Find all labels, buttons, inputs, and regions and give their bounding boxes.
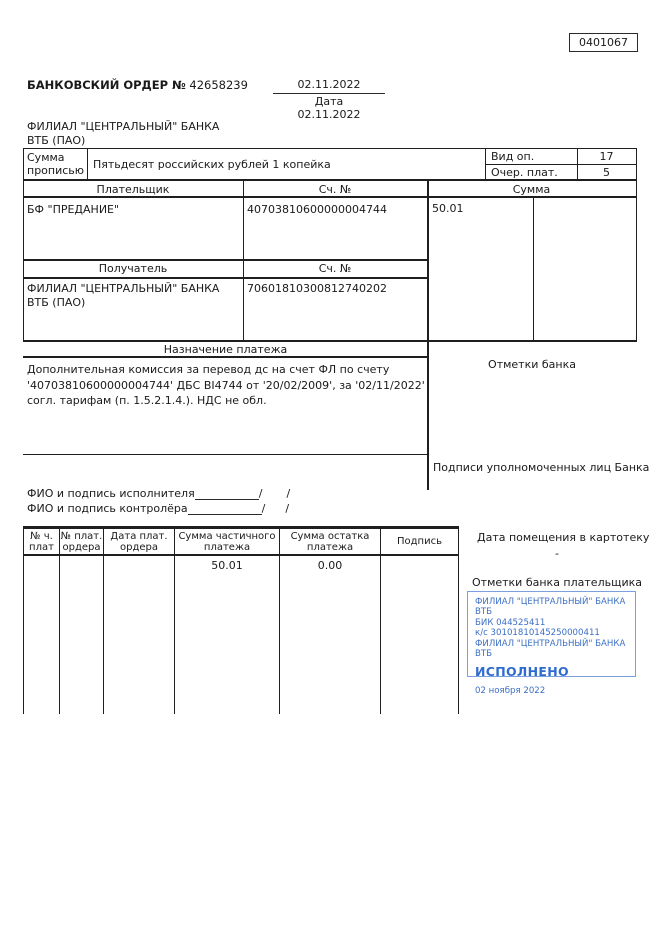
column-header-remaining-sum: Сумма остатка платежа <box>290 530 370 553</box>
priority-value: 5 <box>603 166 610 179</box>
issuing-bank-name: ФИЛИАЛ "ЦЕНТРАЛЬНЫЙ" БАНКА ВТБ (ПАО) <box>27 120 220 147</box>
payer-bank-marks-label: Отметки банка плательщика <box>472 576 642 589</box>
grid-line <box>458 526 459 714</box>
partial-sum-value: 50.01 <box>211 559 243 572</box>
form-code-box <box>569 33 638 52</box>
form-code: 0401067 <box>579 36 628 49</box>
column-header-order-date: Дата плат. ордера <box>110 530 168 553</box>
payee-name: ФИЛИАЛ "ЦЕНТРАЛЬНЫЙ" БАНКА ВТБ (ПАО) <box>27 282 220 309</box>
bank-marks-header: Отметки банка <box>488 358 576 371</box>
card-index-value: - <box>555 547 559 560</box>
executor-signature-row <box>27 487 290 500</box>
sum-column-header: Сумма <box>512 183 551 196</box>
column-header-partial-sum: Сумма частичного платежа <box>178 530 276 553</box>
grid-line <box>23 179 637 181</box>
payee-account-header: Сч. № <box>318 262 352 275</box>
grid-line <box>23 340 637 342</box>
slash-mark: / <box>261 502 266 515</box>
grid-line <box>427 179 429 490</box>
slash-mark: / <box>258 487 263 500</box>
column-header-order-number: № плат. ордера <box>60 530 103 553</box>
controller-signature-row <box>27 502 289 515</box>
grid-line <box>533 197 534 341</box>
stamp-bank-name: ФИЛИАЛ "ЦЕНТРАЛЬНЫЙ" БАНКА ВТБ <box>475 597 626 618</box>
grid-line <box>87 148 88 181</box>
payee-header: Получатель <box>98 262 168 275</box>
document-title <box>27 79 248 92</box>
priority-label: Очер. плат. <box>491 166 558 179</box>
grid-line <box>243 179 244 341</box>
signature-gap <box>265 504 285 515</box>
grid-line <box>23 196 637 198</box>
card-index-label: Дата помещения в картотеку <box>477 531 650 544</box>
signature-gap <box>262 489 286 500</box>
signature-line <box>195 488 259 500</box>
payer-name: БФ "ПРЕДАНИЕ" <box>27 203 120 216</box>
column-header-signature: Подпись <box>397 536 442 548</box>
grid-line <box>636 148 637 342</box>
date-block <box>273 78 385 121</box>
stamp-bank-name: ФИЛИАЛ "ЦЕНТРАЛЬНЫЙ" БАНКА ВТБ <box>475 638 626 660</box>
grid-line <box>485 164 637 165</box>
purpose-header: Назначение платежа <box>163 343 288 356</box>
bank-signatures-header: Подписи уполномоченных лиц Банка <box>433 461 650 474</box>
slash-mark: / <box>286 487 291 500</box>
payer-account-header: Сч. № <box>318 183 352 196</box>
grid-line <box>23 148 637 149</box>
stamp-status: ИСПОЛНЕНО <box>475 664 569 680</box>
grid-line <box>23 454 428 455</box>
date-bottom: 02.11.2022 <box>297 108 361 121</box>
payer-account: 40703810600000004744 <box>247 203 387 216</box>
grid-line <box>23 356 428 358</box>
signature-line <box>188 503 262 515</box>
date-label: Дата <box>314 95 344 108</box>
grid-line <box>23 259 428 261</box>
column-header-partial-number: № ч. плат <box>29 530 54 553</box>
op-kind-label: Вид оп. <box>491 150 535 163</box>
stamp-bik: БИК 044525411 <box>475 617 546 628</box>
purpose-text: Дополнительная комиссия за перевод дс на счет ФЛ по счету '40703810600000004744' ДБС ВI4744 от '20/02/2009', за '02/11/2022' согл. тарифам (п. 1.5.2.1.4.). НДС не обл. <box>27 363 425 407</box>
remaining-sum-value: 0.00 <box>317 559 343 572</box>
stamp-corr-account: к/с 30101810145250000411 <box>475 628 600 639</box>
date-top: 02.11.2022 <box>273 78 385 94</box>
executor-label: ФИО и подпись исполнителя <box>27 487 195 500</box>
slash-mark: / <box>285 502 290 515</box>
payer-bank-stamp <box>467 591 636 697</box>
amount-in-words: Пятьдесят российских рублей 1 копейка <box>93 158 331 171</box>
controller-label: ФИО и подпись контролёра <box>27 502 188 515</box>
title-label: БАНКОВСКИЙ ОРДЕР № <box>27 78 186 92</box>
payer-header: Плательщик <box>96 183 170 196</box>
payment-sum: 50.01 <box>432 202 464 215</box>
payee-account: 70601810300812740202 <box>247 282 387 295</box>
op-kind-value: 17 <box>599 150 614 163</box>
order-number: 42658239 <box>189 78 248 92</box>
grid-line <box>23 277 428 279</box>
amount-in-words-label: Сумма прописью <box>27 151 85 177</box>
grid-line <box>23 148 24 342</box>
stamp-date: 02 ноября 2022 <box>475 686 546 697</box>
grid-line <box>485 148 486 181</box>
